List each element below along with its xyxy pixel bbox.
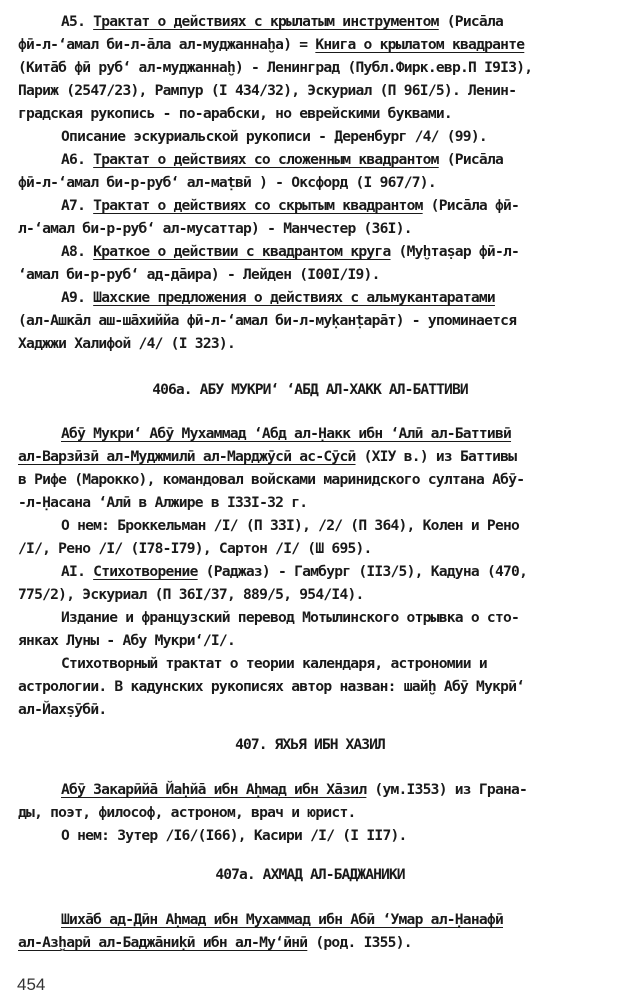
text-line: [61, 127, 487, 147]
underlined-title: ал-Варзӣзӣ ал-Муджмилӣ ал-Марджӯсӣ ас-Сӯсӣ: [18, 448, 356, 465]
underlined-title: Трактат о действиях со сложенным квадрантом: [93, 151, 439, 168]
line-text: АI.: [61, 563, 94, 580]
line-text: л-ʻамал би-р-рубʻ ал-мусаттар) - Манчестер (36I).: [18, 220, 412, 237]
line-text: 775/2), Эскуриал (П 36I/37, 889/5, 954/I4).: [18, 586, 364, 603]
line-text: А5.: [61, 13, 94, 30]
line-text: (род. I355).: [307, 934, 412, 951]
line-text: фӣ-л-ʻамал би-л-āла ал-муджаннаḫа) =: [18, 36, 316, 53]
section-heading: 406а. АБУ МУКРИʻ ʻАБД АЛ-ХАКК АЛ-БАТТИВИ: [152, 381, 468, 398]
text-line: [61, 910, 503, 930]
line-text: Издание и французский перевод Мотылинского отрывка о сто-: [61, 609, 520, 626]
text-line: [61, 242, 519, 262]
line-text: (Раджаз) - Гамбург (II3/5), Кадуна (470,: [197, 563, 528, 580]
text-line: [18, 173, 436, 193]
line-text: ʻамал би-р-рубʻ ад-дāира) - Лейден (I00I/I9).: [18, 266, 380, 283]
text-line: [18, 493, 307, 513]
underlined-title: Трактат о действиях со скрытым квадрантом: [93, 197, 423, 214]
underlined-title: Книга о крылатом квадранте: [315, 36, 525, 53]
line-text: Париж (2547/23), Рампур (I 434/32), Эскуриал (П 96I/5). Ленин-: [18, 82, 517, 99]
line-text: -л-Ḥасана ʻАлӣ в Алжире в I33I-32 г.: [18, 494, 308, 511]
text-line: [18, 803, 356, 823]
text-line: [18, 470, 524, 490]
text-line: [18, 81, 516, 101]
text-line: [61, 608, 519, 628]
underlined-title: Шахские предложения о действиях с альмукантаратами: [93, 289, 495, 306]
underlined-title: Абӯ Мукриʻ Абӯ Мухаммад ʻАбд ал-Ḥакк ибн ʻАлӣ ал-Баттивӣ: [61, 425, 512, 442]
underlined-title: ал-Азḫарӣ ал-Баджāниḳӣ ибн ал-Муʻӣнӣ: [18, 934, 308, 951]
line-text: (ум.I353) из Грана-: [366, 781, 528, 798]
text-line: [18, 104, 452, 124]
text-line: [61, 654, 487, 674]
text-line: [18, 585, 364, 605]
line-text: янках Луны - Абу Мукриʻ/I/.: [18, 632, 235, 649]
text-line: [61, 150, 503, 170]
underlined-title: Краткое о действии с квадрантом круга: [93, 243, 391, 260]
text-line: [18, 35, 524, 55]
text-line: [18, 311, 516, 331]
line-text: А7.: [61, 197, 94, 214]
line-text: ды, поэт, философ, астроном, врач и юрист.: [18, 804, 356, 821]
line-text: (Китāб фӣ рубʻ ал-муджаннаḫ) - Ленинград (Публ.Фирк.евр.П I9I3),: [18, 59, 533, 76]
line-text: (Рисāла фӣ-: [422, 197, 520, 214]
text-line: [18, 933, 412, 953]
line-text: (XIУ в.) из Баттивы: [355, 448, 517, 465]
text-line: [61, 826, 407, 846]
text-line: [61, 562, 527, 582]
line-text: О нем: Зутер /I6/(I66), Касири /I/ (I II7).: [61, 827, 407, 844]
line-text: в Рифе (Марокко), командовал войсками маринидского султана Абӯ-: [18, 471, 525, 488]
line-text: Стихотворный трактат о теории календаря, астрономии и: [61, 655, 487, 672]
line-text: ал-Йахṣӯбӣ.: [18, 701, 107, 718]
line-text: фӣ-л-ʻамал би-р-рубʻ ал-маṭвӣ ) - Оксфорд (I 967/7).: [18, 174, 436, 191]
text-line: [18, 58, 532, 78]
line-text: А6.: [61, 151, 94, 168]
text-line: [18, 631, 235, 651]
text-line: [18, 219, 412, 239]
text-line: [61, 196, 519, 216]
text-line: [18, 265, 380, 285]
underlined-title: Шихāб ад-Дӣн Аḥмад ибн Мухаммад ибн Абӣ ʻУмар ал-Ḥанафӣ: [61, 911, 503, 928]
line-text: О нем: Броккельман /I/ (П 33I), /2/ (П 364), Колен и Рено: [61, 517, 520, 534]
page-number: 454: [17, 975, 46, 994]
line-text: А9.: [61, 289, 94, 306]
line-text: (Муḫтаṣар фӣ-л-: [390, 243, 520, 260]
text-line: [18, 539, 372, 559]
line-text: Описание эскуриальской рукописи - Деренбург /4/ (99).: [61, 128, 487, 145]
line-text: (Рисāла: [438, 13, 504, 30]
line-text: Хаджжи Халифой /4/ (I 323).: [18, 335, 235, 352]
line-text: А8.: [61, 243, 94, 260]
underlined-title: Абӯ Закарӣйā Йаḥйā ибн Аḥмад ибн Хāзил: [61, 781, 367, 798]
line-text: градская рукопись - по-арабски, но еврейскими буквами.: [18, 105, 452, 122]
line-text: (ал-Ашкāл аш-шāхиййа фӣ-л-ʻамал би-л-муḳанṭарāт) - упоминается: [18, 312, 517, 329]
line-text: /I/, Рено /I/ (I78-I79), Сартон /I/ (Ш 695).: [18, 540, 372, 557]
section-heading: 407. ЯХЬЯ ИБН ХАЗИЛ: [235, 736, 385, 753]
line-text: астрологии. В кадунских рукописях автор назван: шайḫ Абӯ Мукрӣʻ: [18, 678, 525, 695]
text-line: [18, 677, 524, 697]
line-text: (Рисāла: [438, 151, 504, 168]
section-heading: 407а. АХМАД АЛ-БАДЖАНИКИ: [215, 866, 405, 883]
text-line: [61, 288, 495, 308]
text-line: [18, 700, 106, 720]
text-line: [61, 424, 511, 444]
text-line: [18, 447, 516, 467]
underlined-title: Стихотворение: [93, 563, 198, 580]
text-line: [18, 334, 235, 354]
text-line: [61, 780, 527, 800]
text-line: [61, 516, 519, 536]
underlined-title: Трактат о действиях с крылатым инструментом: [93, 13, 439, 30]
text-line: [61, 12, 503, 32]
